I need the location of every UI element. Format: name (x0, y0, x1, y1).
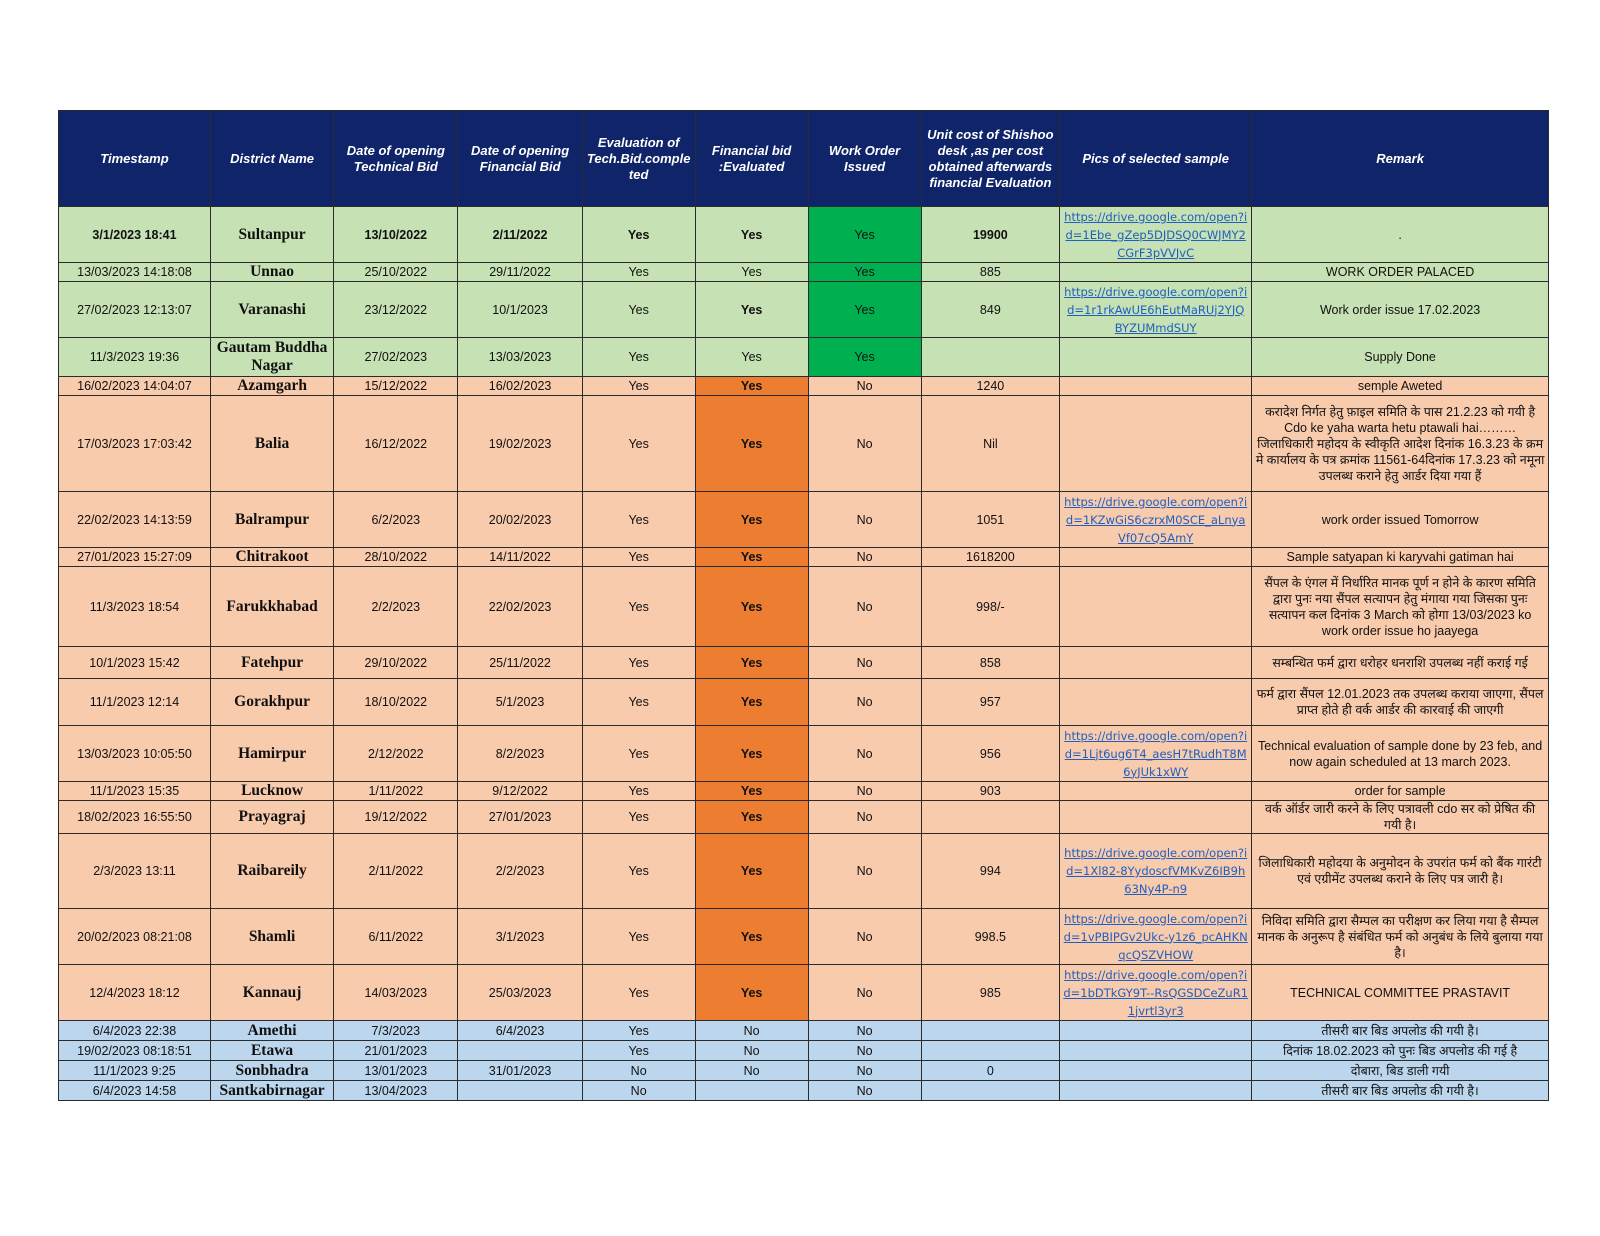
header-financial-bid-date: Date of opening Financial Bid (458, 111, 582, 207)
pics-cell (1060, 1061, 1252, 1081)
timestamp-cell: 6/4/2023 14:58 (59, 1081, 211, 1101)
district-cell: Amethi (210, 1021, 333, 1041)
table-row (59, 726, 1549, 782)
timestamp-cell: 27/02/2023 12:13:07 (59, 282, 211, 338)
pics-cell[interactable] (1060, 207, 1252, 263)
tech-bid-date-cell: 1/11/2022 (334, 782, 458, 801)
tech-evaluation-cell: Yes (582, 834, 695, 909)
table-row (59, 647, 1549, 679)
tech-bid-date-cell: 2/11/2022 (334, 834, 458, 909)
header-unit-cost: Unit cost of Shishoo desk ,as per cost obtained afterwards financial Evaluation (921, 111, 1060, 207)
table-row (59, 492, 1549, 548)
financial-evaluated-cell: Yes (695, 282, 808, 338)
financial-bid-date-cell: 2/2/2023 (458, 834, 582, 909)
district-cell: Varanashi (210, 282, 333, 338)
financial-evaluated-cell: Yes (695, 909, 808, 965)
work-order-cell: Yes (808, 263, 921, 282)
timestamp-cell: 13/03/2023 10:05:50 (59, 726, 211, 782)
unit-cost-cell (921, 1081, 1060, 1101)
pics-cell (1060, 548, 1252, 567)
sample-pic-link[interactable]: https://drive.google.com/open?id=1vPBIPGv2Ukc-y1z6_pcAHKNqcQSZVHOW (1063, 911, 1248, 962)
remark-cell: Technical evaluation of sample done by 23 feb, and now again scheduled at 13 march 2023. (1252, 726, 1549, 782)
pics-cell[interactable] (1060, 282, 1252, 338)
financial-evaluated-cell: Yes (695, 647, 808, 679)
tech-bid-date-cell: 13/04/2023 (334, 1081, 458, 1101)
remark-cell: work order issued Tomorrow (1252, 492, 1549, 548)
pics-cell (1060, 567, 1252, 647)
tech-bid-date-cell: 2/12/2022 (334, 726, 458, 782)
financial-evaluated-cell: Yes (695, 492, 808, 548)
tech-evaluation-cell: Yes (582, 1041, 695, 1061)
tech-bid-date-cell: 18/10/2022 (334, 679, 458, 726)
financial-bid-date-cell: 16/02/2023 (458, 377, 582, 396)
unit-cost-cell: 956 (921, 726, 1060, 782)
tech-bid-date-cell: 29/10/2022 (334, 647, 458, 679)
financial-evaluated-cell: Yes (695, 679, 808, 726)
district-cell: Sonbhadra (210, 1061, 333, 1081)
table-row (59, 1061, 1549, 1081)
remark-cell: Sample satyapan ki karyvahi gatiman hai (1252, 548, 1549, 567)
tech-evaluation-cell: Yes (582, 1021, 695, 1041)
work-order-cell: No (808, 1041, 921, 1061)
header-financial-evaluated: Financial bid :Evaluated (695, 111, 808, 207)
table-row (59, 567, 1549, 647)
financial-evaluated-cell: Yes (695, 396, 808, 492)
district-cell: Etawa (210, 1041, 333, 1061)
financial-bid-date-cell: 25/03/2023 (458, 965, 582, 1021)
district-cell: Chitrakoot (210, 548, 333, 567)
remark-cell: करादेश निर्गत हेतु फ़ाइल समिति के पास 21.2.23 को गयी है Cdo ke yaha warta hetu ptawali hai……… जिलाधिकारी महोदय के स्वीकृति आदेश दिनांक 16.3.23 के क्रम मे कार्यालय के पत्र क्रमांक 11561-64दिनांक 17.3.23 को नमूना उपलब्ध कराने हेतु आर्डर दिया गया हैं (1252, 396, 1549, 492)
financial-evaluated-cell: Yes (695, 548, 808, 567)
timestamp-cell: 11/1/2023 15:35 (59, 782, 211, 801)
financial-bid-date-cell: 14/11/2022 (458, 548, 582, 567)
tech-bid-date-cell: 28/10/2022 (334, 548, 458, 567)
financial-bid-date-cell: 5/1/2023 (458, 679, 582, 726)
tech-evaluation-cell: Yes (582, 679, 695, 726)
district-cell: Prayagraj (210, 801, 333, 834)
tech-evaluation-cell: Yes (582, 263, 695, 282)
financial-evaluated-cell: Yes (695, 782, 808, 801)
financial-evaluated-cell (695, 1081, 808, 1101)
timestamp-cell: 17/03/2023 17:03:42 (59, 396, 211, 492)
financial-evaluated-cell: Yes (695, 801, 808, 834)
tech-evaluation-cell: Yes (582, 548, 695, 567)
work-order-cell: No (808, 801, 921, 834)
financial-evaluated-cell: Yes (695, 263, 808, 282)
unit-cost-cell: 858 (921, 647, 1060, 679)
work-order-cell: No (808, 396, 921, 492)
financial-evaluated-cell: Yes (695, 338, 808, 377)
unit-cost-cell: 849 (921, 282, 1060, 338)
financial-evaluated-cell: Yes (695, 207, 808, 263)
timestamp-cell: 3/1/2023 18:41 (59, 207, 211, 263)
tech-evaluation-cell: Yes (582, 647, 695, 679)
tech-bid-date-cell: 6/11/2022 (334, 909, 458, 965)
unit-cost-cell (921, 338, 1060, 377)
unit-cost-cell: 19900 (921, 207, 1060, 263)
pics-cell[interactable] (1060, 492, 1252, 548)
unit-cost-cell: 0 (921, 1061, 1060, 1081)
table-row (59, 782, 1549, 801)
work-order-cell: No (808, 726, 921, 782)
timestamp-cell: 19/02/2023 08:18:51 (59, 1041, 211, 1061)
financial-bid-date-cell (458, 1081, 582, 1101)
district-cell: Gautam Buddha Nagar (210, 338, 333, 377)
unit-cost-cell: 1618200 (921, 548, 1060, 567)
remark-cell: दोबारा, बिड डाली गयी (1252, 1061, 1549, 1081)
district-cell: Raibareily (210, 834, 333, 909)
unit-cost-cell: Nil (921, 396, 1060, 492)
district-cell: Shamli (210, 909, 333, 965)
timestamp-cell: 16/02/2023 14:04:07 (59, 377, 211, 396)
work-order-cell: No (808, 1081, 921, 1101)
work-order-cell: Yes (808, 207, 921, 263)
unit-cost-cell: 994 (921, 834, 1060, 909)
district-cell: Azamgarh (210, 377, 333, 396)
sample-pic-link[interactable]: https://drive.google.com/open?id=1KZwGiS6czrxM0SCE_aLnyaVf07cQ5AmY (1064, 494, 1248, 545)
tech-evaluation-cell: Yes (582, 801, 695, 834)
remark-cell: वर्क ऑर्डर जारी करने के लिए पत्रावली cdo सर को प्रेषित की गयी है। (1252, 801, 1549, 834)
sample-pic-link[interactable]: https://drive.google.com/open?id=1r1rkAwUE6hEutMaRUj2YJQBYZUMmdSUY (1064, 284, 1248, 335)
remark-cell: सम्बन्धित फर्म द्वारा धरोहर धनराशि उपलब्ध नहीं कराई गई (1252, 647, 1549, 679)
work-order-cell: No (808, 548, 921, 567)
tech-bid-date-cell: 6/2/2023 (334, 492, 458, 548)
remark-cell: Work order issue 17.02.2023 (1252, 282, 1549, 338)
unit-cost-cell: 998/- (921, 567, 1060, 647)
financial-bid-date-cell: 27/01/2023 (458, 801, 582, 834)
table-row (59, 679, 1549, 726)
pics-cell (1060, 1021, 1252, 1041)
pics-cell (1060, 801, 1252, 834)
timestamp-cell: 27/01/2023 15:27:09 (59, 548, 211, 567)
work-order-cell: No (808, 647, 921, 679)
table-row (59, 377, 1549, 396)
table-row (59, 801, 1549, 834)
financial-evaluated-cell: Yes (695, 834, 808, 909)
district-cell: Balia (210, 396, 333, 492)
unit-cost-cell (921, 1021, 1060, 1041)
header-tech-evaluation: Evaluation of Tech.Bid.comple ted (582, 111, 695, 207)
financial-bid-date-cell: 13/03/2023 (458, 338, 582, 377)
district-cell: Sultanpur (210, 207, 333, 263)
financial-bid-date-cell: 29/11/2022 (458, 263, 582, 282)
table-row (59, 1021, 1549, 1041)
unit-cost-cell: 1240 (921, 377, 1060, 396)
financial-evaluated-cell: Yes (695, 377, 808, 396)
tech-evaluation-cell: Yes (582, 782, 695, 801)
remark-cell: जिलाधिकारी महोदया के अनुमोदन के उपरांत फर्म को बैंक गारंटी एवं एग्रीमेंट उपलब्ध कराने के लिए पत्र जारी है। (1252, 834, 1549, 909)
tech-bid-date-cell: 21/01/2023 (334, 1041, 458, 1061)
remark-cell: . (1252, 207, 1549, 263)
sample-pic-link[interactable]: https://drive.google.com/open?id=1Xl82-8YydoscfVMKvZ6IB9h63Ny4P-n9 (1064, 846, 1248, 896)
unit-cost-cell (921, 1041, 1060, 1061)
work-order-cell: No (808, 965, 921, 1021)
tech-bid-date-cell: 25/10/2022 (334, 263, 458, 282)
timestamp-cell: 6/4/2023 22:38 (59, 1021, 211, 1041)
tech-bid-date-cell: 13/10/2022 (334, 207, 458, 263)
work-order-cell: No (808, 679, 921, 726)
tech-evaluation-cell: Yes (582, 338, 695, 377)
district-status-table (58, 110, 1549, 1101)
timestamp-cell: 11/3/2023 18:54 (59, 567, 211, 647)
work-order-cell: No (808, 377, 921, 396)
financial-evaluated-cell: No (695, 1061, 808, 1081)
tech-bid-date-cell: 16/12/2022 (334, 396, 458, 492)
sample-pic-link[interactable]: https://drive.google.com/open?id=1Ljt6ug6T4_aesH7tRudhT8M6yJUk1xWY (1064, 728, 1248, 779)
financial-evaluated-cell: Yes (695, 567, 808, 647)
financial-evaluated-cell: Yes (695, 965, 808, 1021)
financial-bid-date-cell: 19/02/2023 (458, 396, 582, 492)
financial-bid-date-cell: 10/1/2023 (458, 282, 582, 338)
table-row (59, 282, 1549, 338)
header-tech-bid-date: Date of opening Technical Bid (334, 111, 458, 207)
financial-evaluated-cell: Yes (695, 726, 808, 782)
tech-bid-date-cell: 19/12/2022 (334, 801, 458, 834)
tech-evaluation-cell: Yes (582, 909, 695, 965)
remark-cell: WORK ORDER PALACED (1252, 263, 1549, 282)
tech-evaluation-cell: Yes (582, 726, 695, 782)
table-row (59, 965, 1549, 1021)
tech-bid-date-cell: 23/12/2022 (334, 282, 458, 338)
financial-bid-date-cell (458, 1041, 582, 1061)
timestamp-cell: 18/02/2023 16:55:50 (59, 801, 211, 834)
pics-cell (1060, 679, 1252, 726)
tech-evaluation-cell: Yes (582, 965, 695, 1021)
unit-cost-cell: 985 (921, 965, 1060, 1021)
pics-cell[interactable] (1060, 909, 1252, 965)
tech-bid-date-cell: 27/02/2023 (334, 338, 458, 377)
table-row (59, 1041, 1549, 1061)
financial-evaluated-cell: No (695, 1041, 808, 1061)
district-cell: Unnao (210, 263, 333, 282)
work-order-cell: Yes (808, 282, 921, 338)
tech-bid-date-cell: 15/12/2022 (334, 377, 458, 396)
tech-evaluation-cell: Yes (582, 207, 695, 263)
table-row (59, 1081, 1549, 1101)
tech-evaluation-cell: Yes (582, 567, 695, 647)
pics-cell[interactable] (1060, 726, 1252, 782)
table-row (59, 834, 1549, 909)
timestamp-cell: 12/4/2023 18:12 (59, 965, 211, 1021)
remark-cell: फर्म द्वारा सैंपल 12.01.2023 तक उपलब्ध कराया जाएगा, सैंपल प्राप्त होते ही वर्क आर्डर की कारवाई की जाएगी (1252, 679, 1549, 726)
pics-cell (1060, 1041, 1252, 1061)
pics-cell (1060, 647, 1252, 679)
header-remark: Remark (1252, 111, 1549, 207)
tech-bid-date-cell: 14/03/2023 (334, 965, 458, 1021)
financial-bid-date-cell: 31/01/2023 (458, 1061, 582, 1081)
pics-cell (1060, 1081, 1252, 1101)
table-row (59, 396, 1549, 492)
financial-bid-date-cell: 22/02/2023 (458, 567, 582, 647)
tech-evaluation-cell: No (582, 1081, 695, 1101)
district-cell: Hamirpur (210, 726, 333, 782)
remark-cell: तीसरी बार बिड अपलोड की गयी है। (1252, 1081, 1549, 1101)
header-row (59, 111, 1549, 207)
table-row (59, 263, 1549, 282)
unit-cost-cell: 885 (921, 263, 1060, 282)
timestamp-cell: 20/02/2023 08:21:08 (59, 909, 211, 965)
remark-cell: दिनांक 18.02.2023 को पुनः बिड अपलोड की गई है (1252, 1041, 1549, 1061)
remark-cell: निविदा समिति द्वारा सैम्पल का परीक्षण कर लिया गया है सैम्पल मानक के अनुरूप है संबंधित फर्म को अनुबंध के लिये बुलाया गया है। (1252, 909, 1549, 965)
district-cell: Lucknow (210, 782, 333, 801)
financial-bid-date-cell: 8/2/2023 (458, 726, 582, 782)
work-order-cell: Yes (808, 338, 921, 377)
timestamp-cell: 2/3/2023 13:11 (59, 834, 211, 909)
tech-evaluation-cell: No (582, 1061, 695, 1081)
pics-cell[interactable] (1060, 965, 1252, 1021)
remark-cell: TECHNICAL COMMITTEE PRASTAVIT (1252, 965, 1549, 1021)
work-order-cell: No (808, 834, 921, 909)
financial-bid-date-cell: 25/11/2022 (458, 647, 582, 679)
unit-cost-cell (921, 801, 1060, 834)
header-district: District Name (210, 111, 333, 207)
remark-cell: semple Aweted (1252, 377, 1549, 396)
financial-bid-date-cell: 20/02/2023 (458, 492, 582, 548)
financial-evaluated-cell: No (695, 1021, 808, 1041)
timestamp-cell: 13/03/2023 14:18:08 (59, 263, 211, 282)
financial-bid-date-cell: 6/4/2023 (458, 1021, 582, 1041)
table-row (59, 207, 1549, 263)
table-row (59, 338, 1549, 377)
remark-cell: सैंपल के एंगल में निर्धारित मानक पूर्ण न होने के कारण समिति द्वारा पुनः नया सैंपल सत्यापन हेतु मंगाया गया जिसका पुनः सत्यापन कल दिनांक 3 March को होगा 13/03/2023 ko work order issue ho jaayega (1252, 567, 1549, 647)
remark-cell: order for sample (1252, 782, 1549, 801)
header-timestamp: Timestamp (59, 111, 211, 207)
district-cell: Farukkhabad (210, 567, 333, 647)
tech-bid-date-cell: 2/2/2023 (334, 567, 458, 647)
work-order-cell: No (808, 1021, 921, 1041)
header-pics: Pics of selected sample (1060, 111, 1252, 207)
tech-evaluation-cell: Yes (582, 377, 695, 396)
work-order-cell: No (808, 1061, 921, 1081)
work-order-cell: No (808, 492, 921, 548)
tech-evaluation-cell: Yes (582, 492, 695, 548)
district-cell: Balrampur (210, 492, 333, 548)
table-row (59, 909, 1549, 965)
pics-cell (1060, 377, 1252, 396)
timestamp-cell: 11/3/2023 19:36 (59, 338, 211, 377)
financial-bid-date-cell: 3/1/2023 (458, 909, 582, 965)
pics-cell[interactable] (1060, 834, 1252, 909)
pics-cell (1060, 396, 1252, 492)
table-row (59, 548, 1549, 567)
district-cell: Fatehpur (210, 647, 333, 679)
remark-cell: तीसरी बार बिड अपलोड की गयी है। (1252, 1021, 1549, 1041)
unit-cost-cell: 957 (921, 679, 1060, 726)
pics-cell (1060, 263, 1252, 282)
pics-cell (1060, 782, 1252, 801)
financial-bid-date-cell: 2/11/2022 (458, 207, 582, 263)
pics-cell (1060, 338, 1252, 377)
timestamp-cell: 10/1/2023 15:42 (59, 647, 211, 679)
header-work-order: Work Order Issued (808, 111, 921, 207)
timestamp-cell: 11/1/2023 12:14 (59, 679, 211, 726)
district-cell: Santkabirnagar (210, 1081, 333, 1101)
tech-evaluation-cell: Yes (582, 282, 695, 338)
work-order-cell: No (808, 782, 921, 801)
sample-pic-link[interactable]: https://drive.google.com/open?id=1bDTkGY9T--RsQGSDCeZuR11jvrtl3yr3 (1063, 967, 1249, 1018)
tech-bid-date-cell: 7/3/2023 (334, 1021, 458, 1041)
district-cell: Kannauj (210, 965, 333, 1021)
timestamp-cell: 11/1/2023 9:25 (59, 1061, 211, 1081)
timestamp-cell: 22/02/2023 14:13:59 (59, 492, 211, 548)
financial-bid-date-cell: 9/12/2022 (458, 782, 582, 801)
unit-cost-cell: 998.5 (921, 909, 1060, 965)
unit-cost-cell: 1051 (921, 492, 1060, 548)
remark-cell: Supply Done (1252, 338, 1549, 377)
district-cell: Gorakhpur (210, 679, 333, 726)
unit-cost-cell: 903 (921, 782, 1060, 801)
work-order-cell: No (808, 909, 921, 965)
sample-pic-link[interactable]: https://drive.google.com/open?id=1Ebe_gZep5DJDSQ0CWJMY2CGrF3pVVJvC (1064, 209, 1248, 260)
tech-bid-date-cell: 13/01/2023 (334, 1061, 458, 1081)
tech-evaluation-cell: Yes (582, 396, 695, 492)
work-order-cell: No (808, 567, 921, 647)
